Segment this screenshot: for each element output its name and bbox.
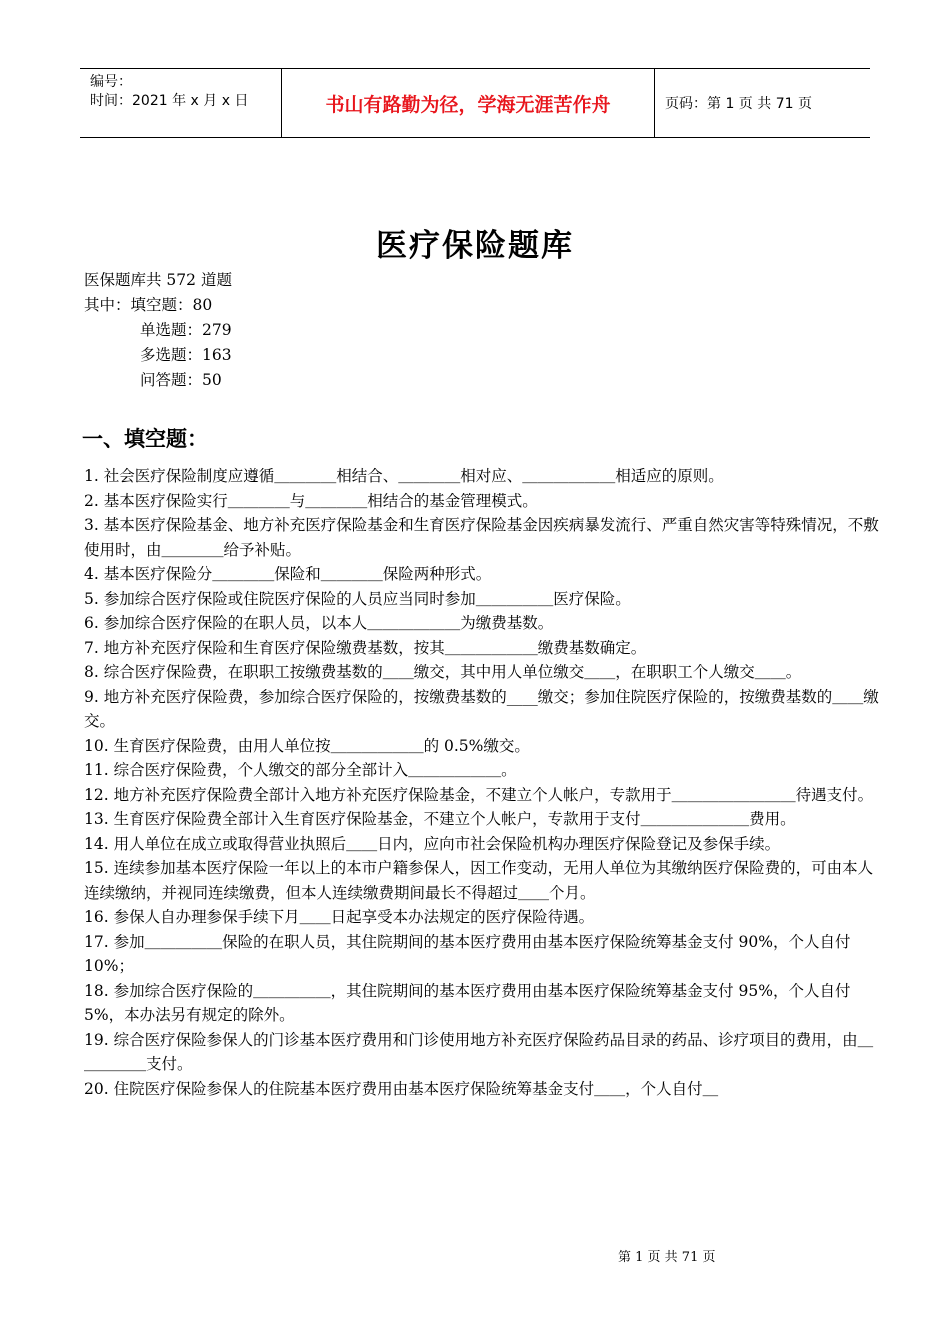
question-item: 2. 基本医疗保险实行＿＿＿＿与＿＿＿＿相结合的基金管理模式。 xyxy=(84,491,538,510)
document-number-label: 编号： xyxy=(90,74,132,90)
page-footer: 第 1 页 共 71 页 xyxy=(618,1250,716,1265)
question-item: 3. 基本医疗保险基金、地方补充医疗保险基金和生育医疗保险基金因疾病暴发流行、严重自然灾害等特殊情况，不敷使用时，由＿＿＿＿给予补贴。 xyxy=(84,516,879,559)
question-item: 1. 社会医疗保险制度应遵循＿＿＿＿相结合、＿＿＿＿相对应、＿＿＿＿＿＿相适应的原则。 xyxy=(84,467,724,485)
document-date: 时间：2021 年 x 月 x 日 xyxy=(90,93,249,109)
question-item: 17. 参加＿＿＿＿＿保险的在职人员，其住院期间的基本医疗费用由基本医疗保险统筹基金支付 90%，个人自付 10%； xyxy=(84,932,851,975)
summary-fill-blank: 其中：填空题：80 xyxy=(84,296,213,314)
header-motto: 书山有路勤为径，学海无涯苦作舟 xyxy=(282,69,655,137)
question-item: 14. 用人单位在成立或取得营业执照后＿＿日内，应向市社会保险机构办理医疗保险登记及参保手续。 xyxy=(84,834,781,853)
question-item: 18. 参加综合医疗保险的＿＿＿＿＿，其住院期间的基本医疗费用由基本医疗保险统筹基金支付 95%，个人自付 5%，本办法另有规定的除外。 xyxy=(84,981,851,1024)
question-item: 20. 住院医疗保险参保人的住院基本医疗费用由基本医疗保险统筹基金支付＿＿，个人自付＿ xyxy=(84,1079,719,1098)
summary-essay: 问答题：50 xyxy=(140,371,222,389)
header-page-info: 页码：第 1 页 共 71 页 xyxy=(665,96,812,112)
document-title: 医疗保险题库 xyxy=(376,228,574,264)
question-item: 15. 连续参加基本医疗保险一年以上的本市户籍参保人，因工作变动，无用人单位为其缴纳医疗保险费的，可由本人连续缴纳，并视同连续缴费，但本人连续缴费期间最长不得超过＿＿个月。 xyxy=(84,859,874,902)
header-table xyxy=(80,68,870,138)
question-item: 11. 综合医疗保险费，个人缴交的部分全部计入＿＿＿＿＿＿。 xyxy=(84,761,517,779)
question-item: 16. 参保人自办理参保手续下月＿＿日起享受本办法规定的医疗保险待遇。 xyxy=(84,908,595,926)
question-item: 5. 参加综合医疗保险或住院医疗保险的人员应当同时参加＿＿＿＿＿医疗保险。 xyxy=(84,589,631,608)
question-item: 6. 参加综合医疗保险的在职人员，以本人＿＿＿＿＿＿为缴费基数。 xyxy=(84,614,554,632)
question-item: 10. 生育医疗保险费，由用人单位按＿＿＿＿＿＿的 0.5%缴交。 xyxy=(84,736,530,755)
summary-single-choice: 单选题：279 xyxy=(140,321,232,339)
question-item: 9. 地方补充医疗保险费，参加综合医疗保险的，按缴费基数的____缴交；参加住院医疗保险的，按缴费基数的＿＿缴交。 xyxy=(84,687,879,730)
question-item: 7. 地方补充医疗保险和生育医疗保险缴费基数，按其＿＿＿＿＿＿缴费基数确定。 xyxy=(84,638,647,657)
question-list xyxy=(84,464,880,1101)
summary-multi-choice: 多选题：163 xyxy=(140,346,232,364)
question-summary xyxy=(84,268,232,393)
question-item: 12. 地方补充医疗保险费全部计入地方补充医疗保险基金，不建立个人帐户，专款用于＿＿＿＿＿＿＿＿待遇支付。 xyxy=(84,785,874,804)
header-meta-cell xyxy=(80,69,282,137)
question-item: 13. 生育医疗保险费全部计入生育医疗保险基金，不建立个人帐户，专款用于支付＿＿＿＿＿＿＿费用。 xyxy=(84,810,796,828)
question-item: 19. 综合医疗保险参保人的门诊基本医疗费用和门诊使用地方补充医疗保险药品目录的药品、诊疗项目的费用，由＿＿＿＿＿支付。 xyxy=(84,1030,874,1073)
section-heading: 一、填空题： xyxy=(82,427,208,451)
summary-total: 医保题库共 572 道题 xyxy=(84,271,232,289)
question-item: 8. 综合医疗保险费，在职职工按缴费基数的＿＿缴交，其中用人单位缴交＿＿，在职职工个人缴交＿＿。 xyxy=(84,663,802,681)
question-item: 4. 基本医疗保险分＿＿＿＿保险和＿＿＿＿保险两种形式。 xyxy=(84,565,492,583)
